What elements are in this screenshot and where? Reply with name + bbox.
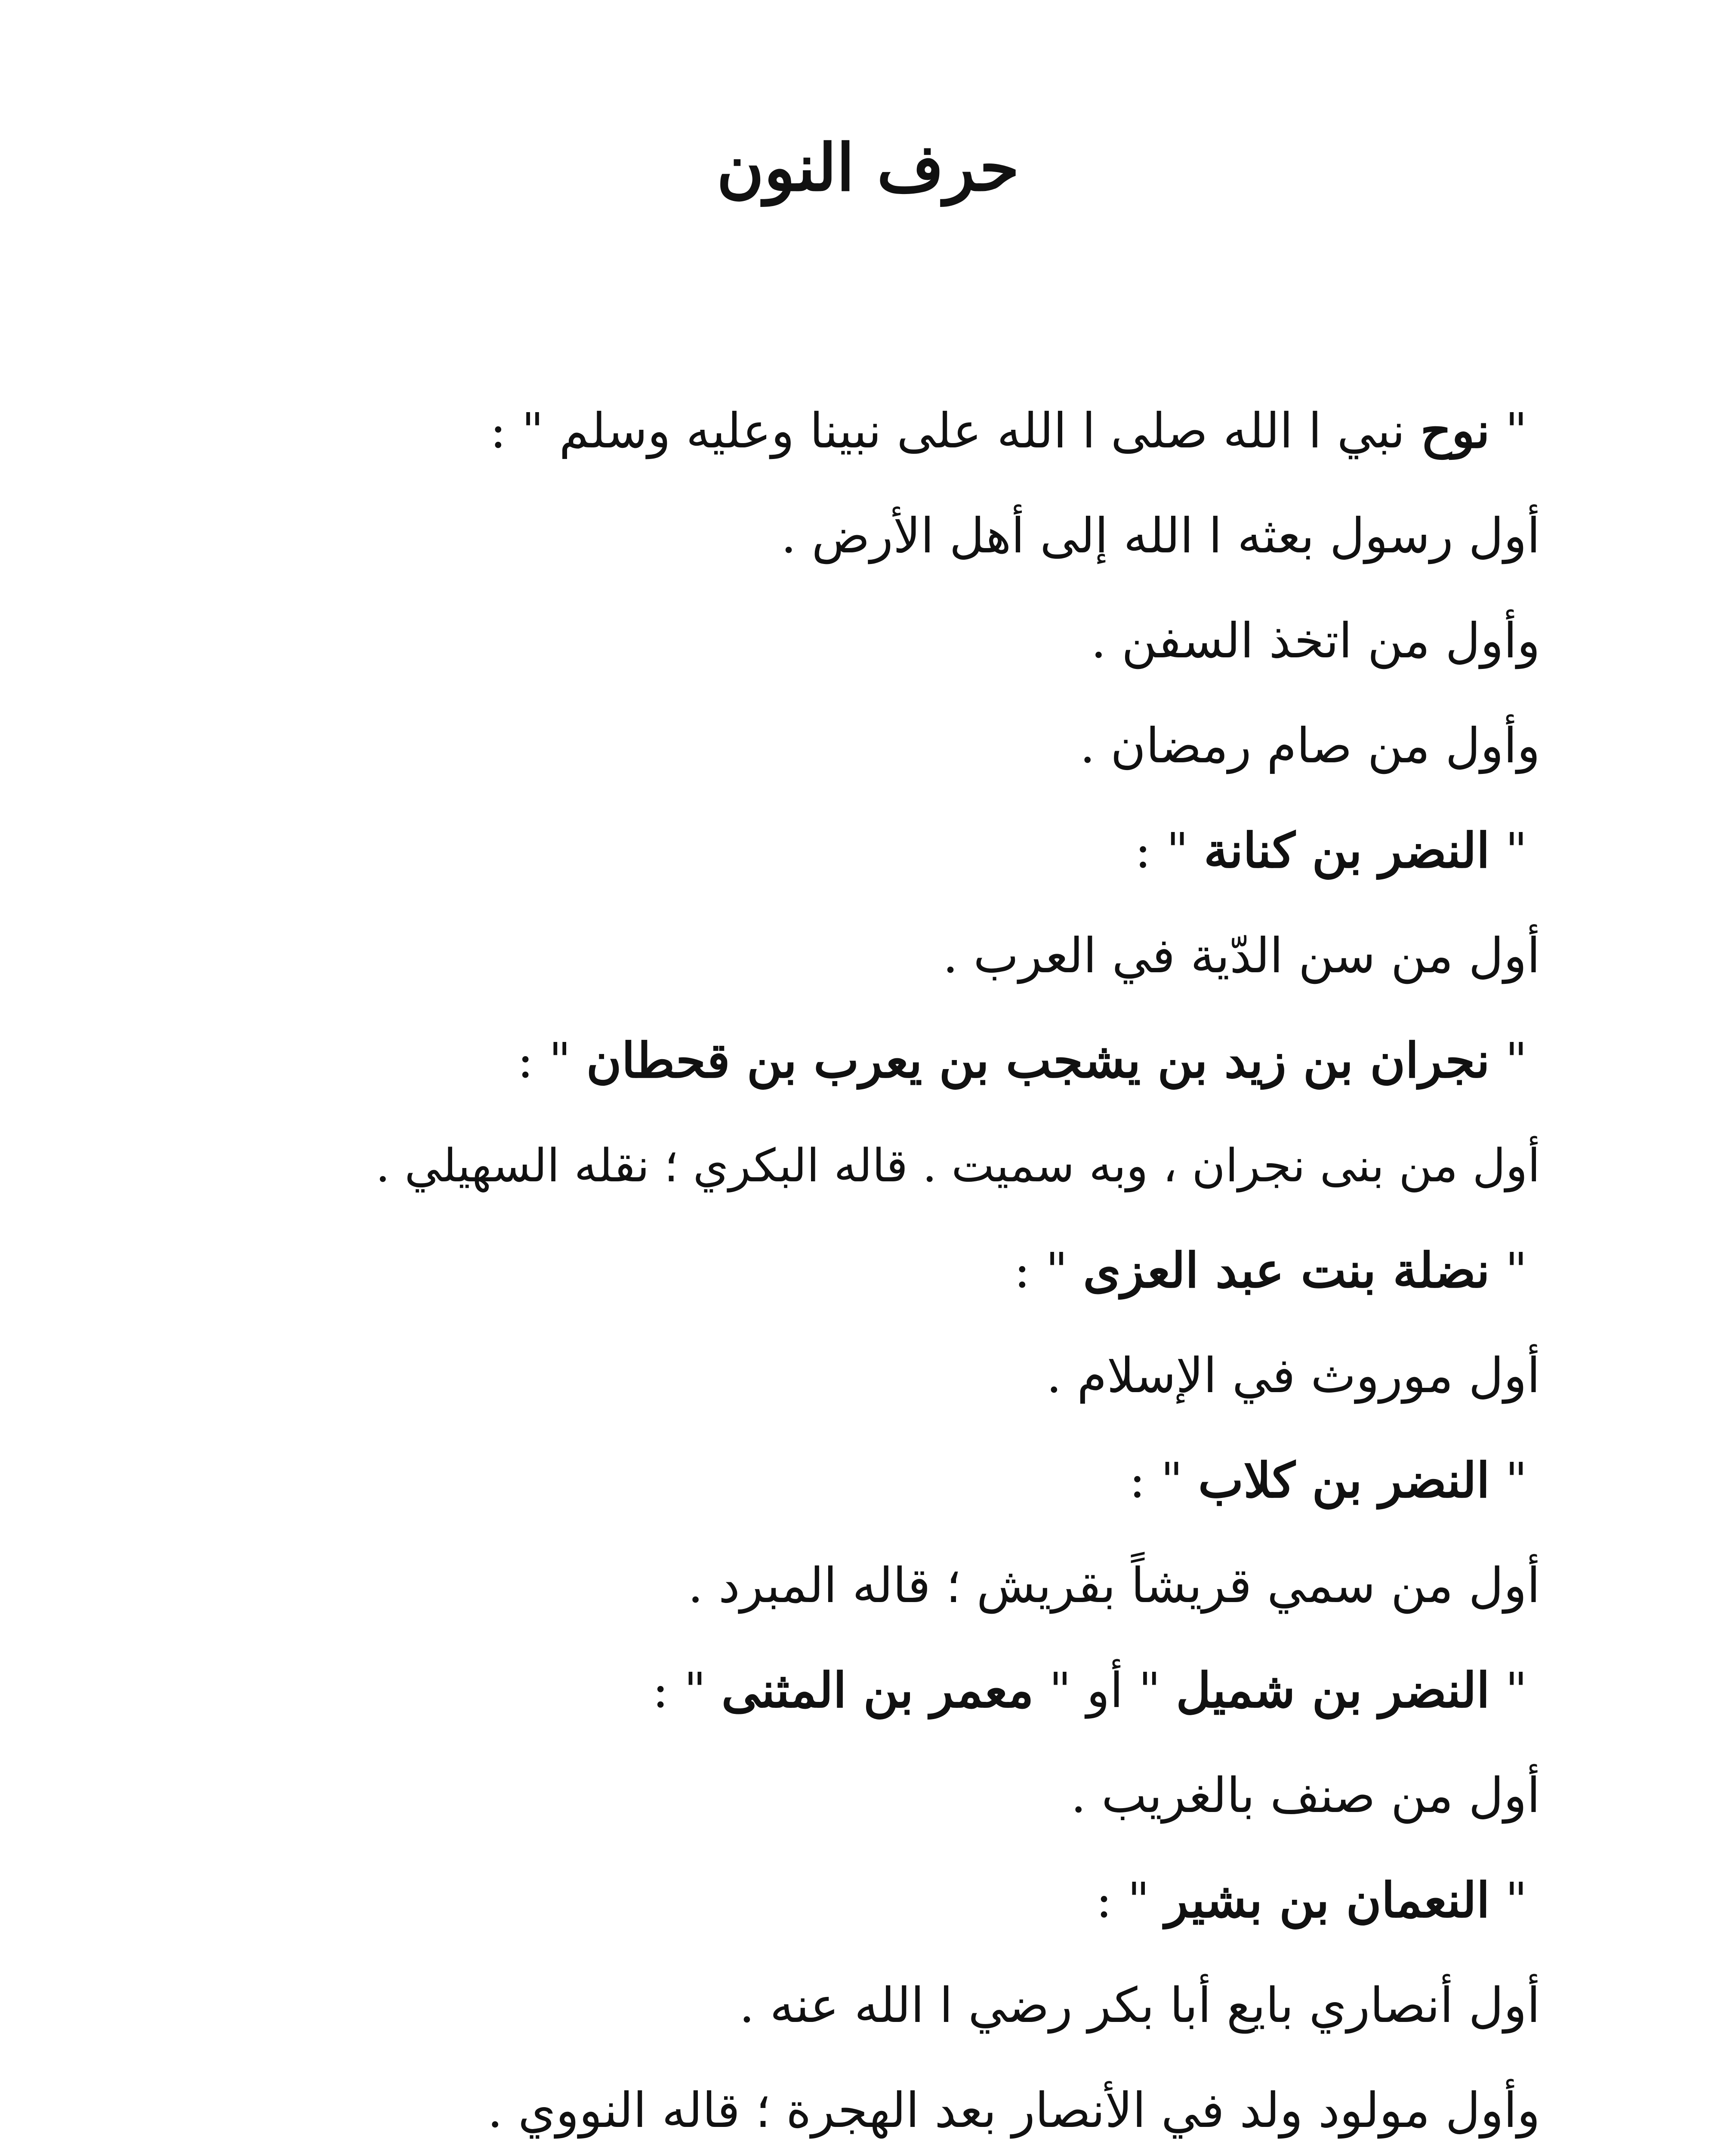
entry-name-alt: معمر بن المثنى	[721, 1662, 1034, 1719]
entry-name: النضر بن كنانة	[1204, 823, 1490, 879]
entry-heading-rest: " :	[1135, 823, 1204, 879]
entry-text: وأول من صام رمضان .	[1079, 718, 1540, 774]
quote-open: "	[1489, 1873, 1527, 1929]
quote-open: "	[1489, 1453, 1527, 1509]
entry-name: النضر بن شميل	[1176, 1662, 1490, 1719]
entry-text: أول موروث في الإسلام .	[1046, 1348, 1540, 1404]
entry-heading-rest: " :	[1096, 1873, 1165, 1929]
entries-list	[344, 379, 1540, 2151]
entry-heading-rest: " :	[1129, 1453, 1198, 1509]
quote-open: "	[1489, 823, 1527, 879]
entry-heading-rest: " :	[1014, 1243, 1083, 1299]
entry-text: أول أنصاري بايع أبا بكر رضي ا الله عنه .	[739, 1978, 1540, 2034]
quote-open: "	[1489, 1243, 1527, 1299]
entry-heading-nadr-bin-kinana	[344, 798, 1540, 903]
entry-heading-rest: " أو "	[1033, 1663, 1176, 1719]
entry-heading-noah	[344, 379, 1540, 484]
entry-text: أول رسول بعثه ا الله إلى أهل الأرض .	[781, 508, 1540, 564]
entry-heading-rest: " :	[517, 1033, 586, 1089]
entry-heading-rest: نبي ا الله صلى ا الله على نبينا وعليه وسلم " :	[490, 403, 1421, 459]
entry-text: وأول من اتخذ السفن .	[1091, 613, 1540, 669]
entry-heading-nadla	[344, 1218, 1540, 1323]
page-title: حرف النون	[716, 130, 1020, 206]
entry-text: أول من سمي قريشاً بقريش ؛ قاله المبرد .	[688, 1558, 1540, 1614]
entry-name: النضر بن كلاب	[1198, 1452, 1490, 1509]
quote-open: "	[1489, 1033, 1527, 1089]
entry-heading-najran	[344, 1008, 1540, 1113]
entry-heading-nadr-bin-shumail	[344, 1638, 1540, 1743]
entry-text: وأول مولود ولد في الأنصار بعد الهجرة ؛ قاله النووي .	[487, 2083, 1540, 2139]
entry-heading-numan-bin-bashir	[344, 1848, 1540, 1953]
quote-open: "	[1489, 403, 1527, 459]
entry-name: نضلة بنت عبد العزى	[1083, 1242, 1490, 1299]
entry-name: نجران بن زيد بن يشجب بن يعرب بن قحطان	[586, 1032, 1490, 1089]
entry-heading-rest: " :	[652, 1663, 722, 1719]
entry-name: نوح	[1420, 403, 1490, 459]
quote-open: "	[1489, 1663, 1527, 1719]
entry-heading-nadr-bin-kilab	[344, 1428, 1540, 1533]
entry-text: أول من صنف بالغريب .	[1070, 1768, 1540, 1824]
entry-text: أول من بنى نجران ، وبه سميت . قاله البكري ؛ نقله السهيلي .	[375, 1139, 1540, 1192]
entry-name: النعمان بن بشير	[1165, 1872, 1490, 1929]
entry-text: أول من سن الدّية في العرب .	[943, 928, 1540, 984]
